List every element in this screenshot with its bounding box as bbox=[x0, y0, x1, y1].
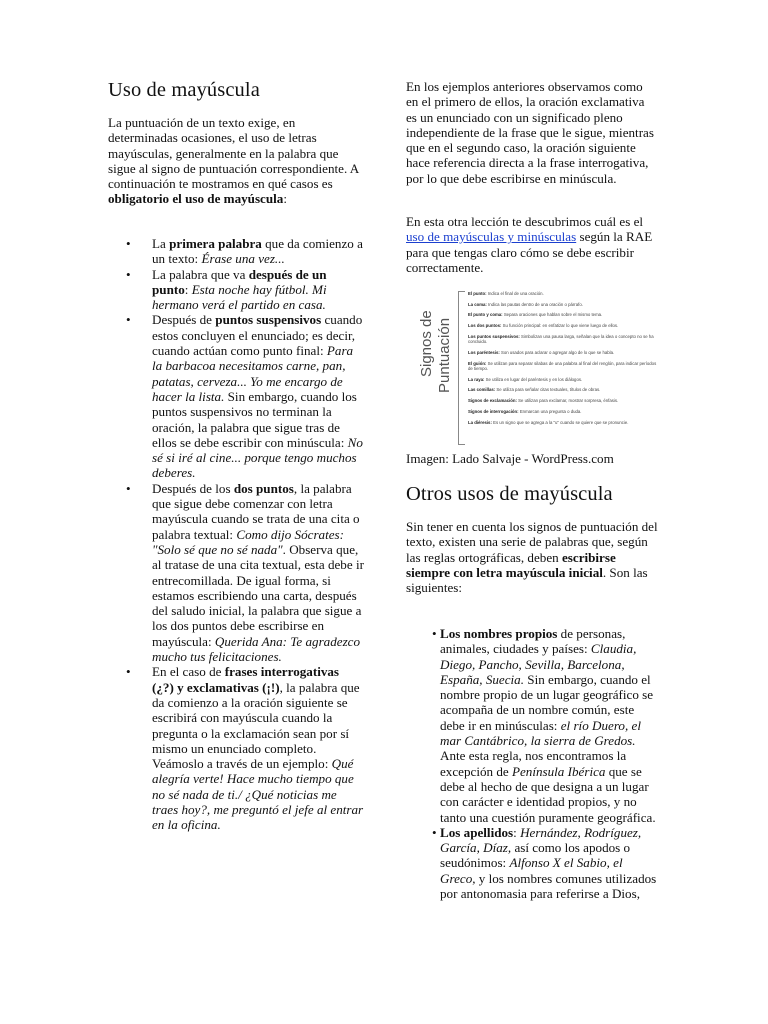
list-item: • Después de puntos suspensivos cuando estos concluyen el enunciado; es decir, cuando actúan como punto final: Para la barbacoa necesitamos carne, pan, patatas, cerveza... Yo me encargo de hacer la lista. Sin embargo, cuando los puntos suspensivos no terminan la oración, la palabra que sigue tras de ellos se debe escribir con minúscula: No sé si iré al cine... porque tengo muchos deberes. bbox=[126, 312, 363, 481]
figure-row: La raya: Se utiliza en lugar del paréntesis y en los diálogos. bbox=[468, 376, 583, 382]
list-item: • En el caso de frases interrogativas (¿?) y exclamativas (¡!), la palabra que da comienzo a la oración siguiente se escribirá con mayúscula cuando la pregunta o la exclamación sean por sí mismo un enunciado completo. Veámoslo a través de un ejemplo: Qué alegría verte! Hace mucho tiempo que no sé nada de ti./ ¿Qué noticias me traes hoy?, me preguntó el jefe al entrar en la oficina. bbox=[126, 664, 364, 833]
figure-row: El punto: Indica el final de una oración. bbox=[468, 291, 544, 296]
bullet-icon: • bbox=[432, 626, 437, 641]
bullet-icon: • bbox=[432, 824, 437, 840]
punctuation-figure bbox=[406, 285, 658, 450]
paragraph: Sin tener en cuenta los signos de puntuación del texto, existen una serie de palabras que, según las reglas ortográficas, deben escribirse siempre con letra mayúscula inicial. Son las siguientes: bbox=[406, 519, 658, 596]
list-item: • Después de los dos puntos, la palabra que sigue debe comenzar con letra mayúscula cuando se trata de una cita o palabra textual: Como dijo Sócrates: "Solo sé que no sé nada". Observa que, al tratase de una cita textual, esta debe ir entrecomillada. De igual forma, si estamos escribiendo una carta, después del saludo inicial, la palabra que sigue a los dos puntos debe escribirse en mayúscula: Querida Ana: Te agradezco mucho tus felicitaciones. bbox=[126, 480, 364, 665]
bullet-icon: • bbox=[126, 480, 131, 496]
list-item: • Los apellidos: Hernández, Rodríguez, García, Díaz, así como los apodos o seudónimos: Alfonso X el Sabio, el Greco, y los nombres comunes utilizados por antonomasia para referirse a Dios, bbox=[432, 824, 657, 902]
figure-row: Signos de exclamación: Se utilizan para exclamar, mostrar sorpresa, énfasis. bbox=[468, 398, 619, 404]
figure-row: La diéresis: Es un signo que se agrega a la "u" cuando se quiere que se pronuncie. bbox=[468, 419, 629, 425]
figure-row: El punto y coma: Separa oraciones que hablan sobre el mismo tema. bbox=[468, 312, 603, 318]
figure-row: Signos de interrogación: Enmarcan una pregunta o duda. bbox=[468, 408, 582, 414]
figure-bracket bbox=[458, 291, 465, 445]
section-title-2: Otros usos de mayúscula bbox=[406, 483, 613, 505]
bullet-icon: • bbox=[126, 312, 131, 328]
other-uses-list bbox=[406, 626, 658, 901]
rules-list bbox=[108, 236, 364, 833]
figure-row: La coma: Indica las pautas dentro de una oración o párrafo. bbox=[468, 301, 583, 307]
intro-paragraph: La puntuación de un texto exige, en determinadas ocasiones, el uso de letras mayúsculas, generalmente en la palabra que sigue al signo de puntuación correspondiente. A continuación te mostramos en qué casos es obligatorio el uso de mayúscula: bbox=[108, 115, 359, 207]
section-title: Uso de mayúscula bbox=[108, 79, 260, 101]
paragraph: En los ejemplos anteriores observamos como en el primero de ellos, la oración exclamativa es un enunciado con un significado pleno independiente de la frase que le sigue, mientras que en el segundo caso, la oración siguiente hace referencia directa a la frase interrogativa, por lo que debe escribirse en minúscula. bbox=[406, 79, 654, 186]
figure-row: Las comillas: Se utiliza para señalar citas textuales, títulos de obras. bbox=[468, 387, 601, 393]
figure-row: Los dos puntos: Su función principal: en enfatizar lo que viene luego de ellos. bbox=[468, 323, 619, 329]
list-item: • La palabra que va después de un punto: Esta noche hay fútbol. Mi hermano verá el partido en casa. bbox=[126, 266, 327, 313]
figure-row: Los paréntesis: Son usados para aclarar o agregar algo de lo que se habla. bbox=[468, 349, 615, 355]
mayusculas-link[interactable]: uso de mayúsculas y minúsculas bbox=[406, 229, 577, 245]
bullet-icon: • bbox=[126, 266, 131, 282]
figure-side-label: Signos de Puntuación bbox=[418, 310, 453, 393]
bullet-icon: • bbox=[126, 664, 131, 680]
bullet-icon: • bbox=[126, 236, 131, 251]
figure-row: El guión: Se utilizan para separar silabas de una palabra al final del renglón, para indicar períodos de tiempo. bbox=[468, 360, 657, 372]
figure-rows bbox=[468, 291, 658, 430]
figure-caption: Imagen: Lado Salvaje - WordPress.com bbox=[406, 451, 614, 466]
list-item: • La primera palabra que da comienzo a un texto: Érase una vez... bbox=[126, 236, 363, 267]
paragraph: En esta otra lección te descubrimos cuál es el uso de mayúsculas y minúsculas según la RAE para que tengas claro cómo se debe escribir correctamente. bbox=[406, 214, 653, 275]
figure-row: Los puntos suspensivos: Simbolizan una pausa larga, señalan que la idea o concepto no se ha concluido. bbox=[468, 333, 654, 345]
list-item: • Los nombres propios de personas, animales, ciudades y países: Claudia, Diego, Pancho, Sevilla, Barcelona, España, Suecia. Sin embargo, cuando el nombre propio de un lugar geográfico se acompaña de un nombre común, este debe ir en minúsculas: el río Duero, el mar Cantábrico, la sierra de Gredos. Ante esta regla, nos encontramos la excepción de Península Ibérica que se debe al hecho de que designa a un lugar con carácter e identidad propios, y no tanto una cuestión puramente geográfica. bbox=[432, 626, 656, 825]
